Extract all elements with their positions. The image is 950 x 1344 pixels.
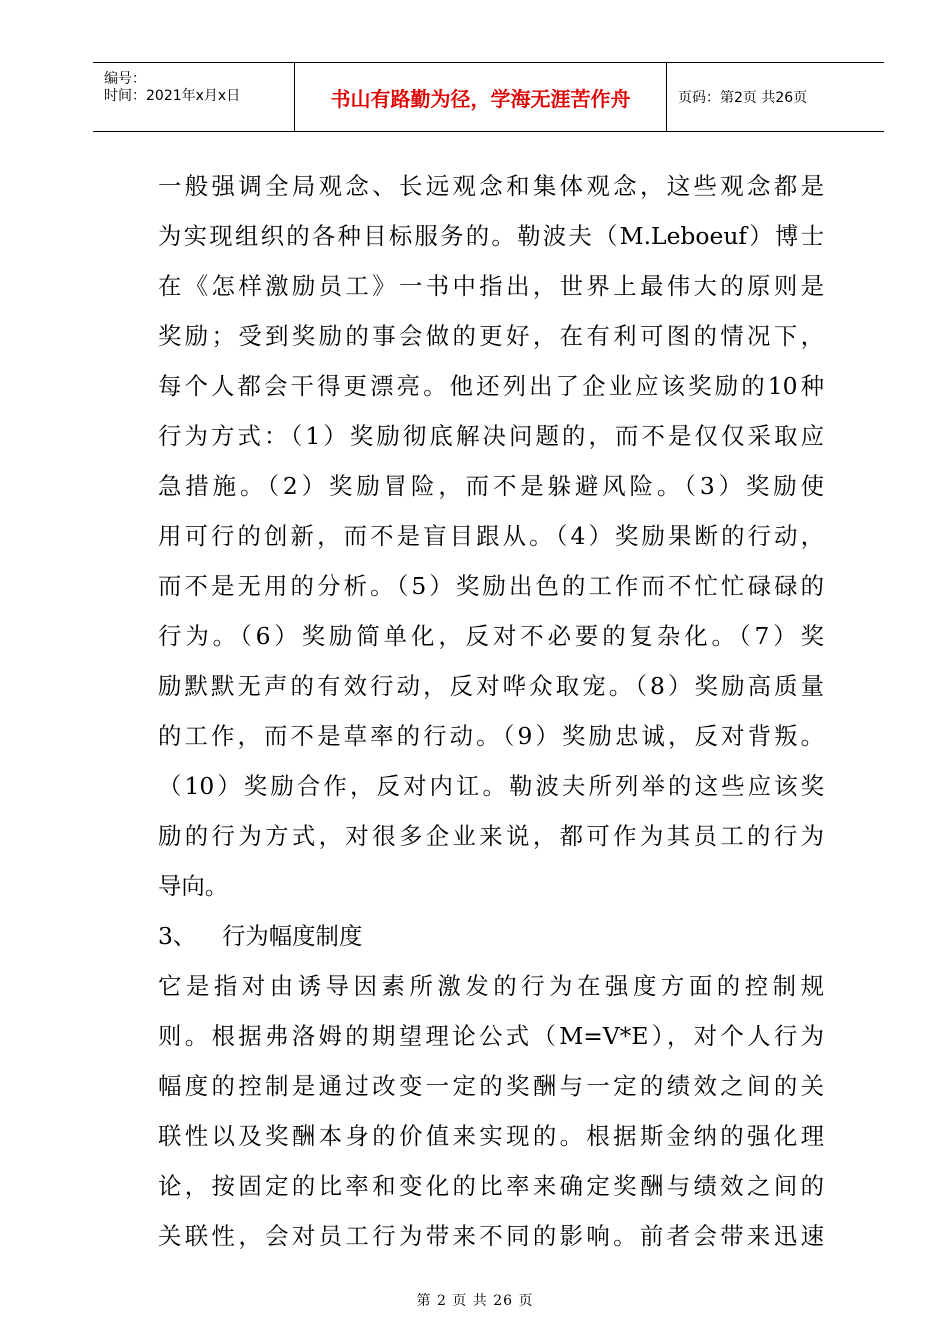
text-line: 而不是无用的分析。（5）奖励出色的工作而不忙忙碌碌的 bbox=[158, 572, 824, 600]
text-line: 一般强调全局观念、长远观念和集体观念，这些观念都是 bbox=[158, 172, 824, 200]
text-line: 则。根据弗洛姆的期望理论公式（M=V*E），对个人行为 bbox=[158, 1022, 824, 1050]
text-line: 幅度的控制是通过改变一定的奖酬与一定的绩效之间的关 bbox=[158, 1072, 824, 1100]
text-line: 奖励；受到奖励的事会做的更好，在有利可图的情况下， bbox=[158, 322, 824, 350]
text-line: 为实现组织的各种目标服务的。勒波夫（M.Leboeuf）博士 bbox=[158, 222, 824, 250]
text-line: （10）奖励合作，反对内讧。勒波夫所列举的这些应该奖 bbox=[158, 772, 824, 800]
header-meta bbox=[93, 63, 295, 131]
document-number-label: 编号： bbox=[104, 71, 146, 87]
header-motto: 书山有路勤为径，学海无涯苦作舟 bbox=[295, 63, 667, 131]
document-body bbox=[158, 161, 824, 1261]
text-line: 的工作，而不是草率的行动。（9）奖励忠诚，反对背叛。 bbox=[158, 722, 824, 750]
section-heading-text: 行为幅度制度 bbox=[222, 922, 363, 950]
text-line: 它是指对由诱导因素所激发的行为在强度方面的控制规 bbox=[158, 972, 824, 1000]
text-line: 用可行的创新，而不是盲目跟从。（4）奖励果断的行动， bbox=[158, 522, 824, 550]
header-page-info: 页码：第2页 共26页 bbox=[678, 90, 808, 106]
text-line: 急措施。（2）奖励冒险，而不是躲避风险。（3）奖励使 bbox=[158, 472, 824, 500]
text-line: 在《怎样激励员工》一书中指出，世界上最伟大的原则是 bbox=[158, 272, 824, 300]
page-header bbox=[93, 62, 884, 132]
paragraph-1 bbox=[158, 161, 824, 911]
text-line: 论，按固定的比率和变化的比率来确定奖酬与绩效之间的 bbox=[158, 1172, 824, 1200]
text-line: 关联性，会对员工行为带来不同的影响。前者会带来迅速 bbox=[158, 1222, 824, 1250]
section-heading bbox=[158, 911, 824, 961]
page-footer: 第 2 页 共 26 页 bbox=[416, 1293, 534, 1309]
text-line: 每个人都会干得更漂亮。他还列出了企业应该奖励的10种 bbox=[158, 372, 824, 400]
section-heading-number: 3、 bbox=[158, 922, 197, 950]
text-line: 励的行为方式，对很多企业来说，都可作为其员工的行为 bbox=[158, 822, 824, 850]
text-line: 导向。 bbox=[158, 872, 229, 900]
document-time: 时间：2021年x月x日 bbox=[104, 88, 241, 104]
text-line: 联性以及奖酬本身的价值来实现的。根据斯金纳的强化理 bbox=[158, 1122, 824, 1150]
text-line: 行为。（6）奖励简单化，反对不必要的复杂化。（7）奖 bbox=[158, 622, 824, 650]
text-line: 行为方式：（1）奖励彻底解决问题的，而不是仅仅采取应 bbox=[158, 422, 824, 450]
text-line: 励默默无声的有效行动，反对哗众取宠。（8）奖励高质量 bbox=[158, 672, 824, 700]
paragraph-2 bbox=[158, 961, 824, 1261]
